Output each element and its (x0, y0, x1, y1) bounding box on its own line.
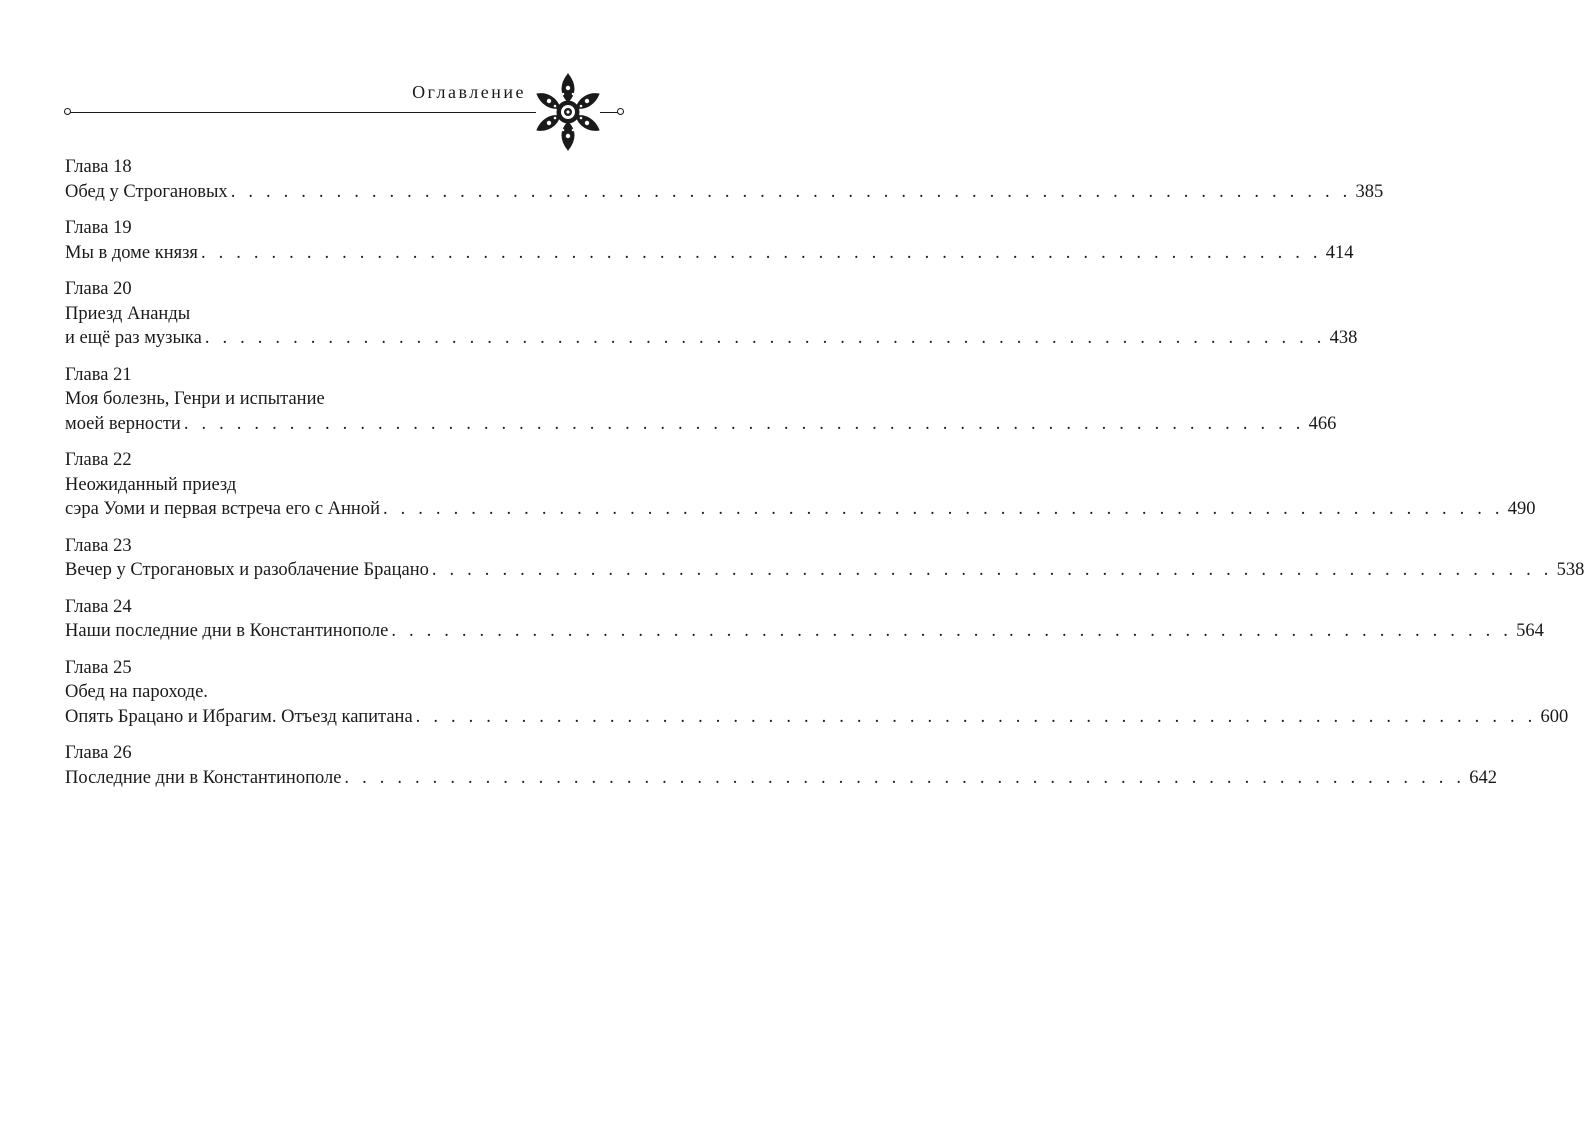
toc-entry[interactable] (65, 595, 1544, 644)
dot-leader: . . . . . . . . . . . . . . . . . . . . . . . . . . . . . . . . . . . . . . . . . . . . . . . . . . . . . . . . . . . . . . . . (200, 242, 1322, 263)
dot-leader: . . . . . . . . . . . . . . . . . . . . . . . . . . . . . . . . . . . . . . . . . . . . . . . . . . . . . . . . . . . . . . . . (391, 621, 1513, 641)
dot-leader: . . . . . . . . . . . . . . . . . . . . . . . . . . . . . . . . . . . . . . . . . . . . . . . . . . . . . . . . . . . . . . . . (431, 560, 1553, 580)
chapter-title-text: Опять Брацано и Ибрагим. Отъезд капитана (65, 706, 413, 727)
chapter-title-text: Мы в доме князя (65, 242, 198, 263)
section-title: Оглавление (412, 82, 526, 102)
chapter-title-final-line (65, 241, 1354, 266)
chapter-title-final-line (65, 497, 1536, 522)
chapter-title-final-line (65, 558, 1584, 583)
dot-leader: . . . . . . . . . . . . . . . . . . . . . . . . . . . . . . . . . . . . . . . . . . . . . . . . . . . . . . . . . . . . . . . . (183, 413, 1305, 434)
lotus-ornament-icon (533, 72, 603, 152)
rule-end-dot-right (617, 108, 624, 115)
chapter-title-line: Неожиданный приезд (65, 474, 237, 495)
chapter-title-final-line (65, 766, 1497, 791)
chapter-title-text: Обед у Строгановых (65, 181, 228, 202)
chapter-label: Глава 19 (65, 218, 132, 238)
chapter-title-text: Последние дни в Константинополе (65, 767, 342, 788)
toc-entry[interactable] (65, 155, 1384, 204)
toc-entry[interactable] (65, 448, 1536, 522)
page-number: 414 (1325, 242, 1354, 263)
chapter-label: Глава 22 (65, 450, 132, 470)
dot-leader: . . . . . . . . . . . . . . . . . . . . . . . . . . . . . . . . . . . . . . . . . . . . . . . . . . . . . . . . . . . . . . . . (230, 181, 1352, 202)
chapter-title-text: Вечер у Строгановых и разоблачение Брацано (65, 560, 429, 580)
chapter-title-text: Наши последние дни в Константинополе (65, 621, 389, 641)
page-number: 642 (1469, 767, 1497, 788)
chapter-label: Глава 20 (65, 279, 132, 299)
toc-entry[interactable] (65, 277, 1358, 351)
chapter-title-final-line (65, 326, 1358, 351)
chapter-title-text: сэра Уоми и первая встреча его с Анной (65, 499, 380, 519)
chapter-title-text: моей верности (65, 413, 181, 434)
page-number: 490 (1507, 499, 1536, 519)
toc-entry[interactable] (65, 363, 1337, 437)
toc-entry[interactable] (65, 656, 1569, 730)
toc-entry[interactable] (65, 216, 1354, 265)
page-number: 564 (1516, 621, 1544, 641)
chapter-label: Глава 23 (65, 535, 132, 556)
chapter-title-final-line (65, 180, 1384, 205)
dot-leader: . . . . . . . . . . . . . . . . . . . . . . . . . . . . . . . . . . . . . . . . . . . . . . . . . . . . . . . . . . . . . . . . (382, 499, 1504, 519)
page-number: 438 (1329, 328, 1358, 348)
page-number: 538 (1556, 560, 1584, 580)
dot-leader: . . . . . . . . . . . . . . . . . . . . . . . . . . . . . . . . . . . . . . . . . . . . . . . . . . . . . . . . . . . . . . . . (415, 706, 1537, 727)
chapter-label: Глава 21 (65, 364, 132, 385)
page-header (0, 0, 709, 160)
page-number: 385 (1355, 181, 1384, 202)
toc-entry[interactable] (65, 741, 1497, 790)
chapter-title-final-line (65, 705, 1569, 730)
chapter-label: Глава 24 (65, 596, 132, 617)
dot-leader: . . . . . . . . . . . . . . . . . . . . . . . . . . . . . . . . . . . . . . . . . . . . . . . . . . . . . . . . . . . . . . . . (204, 328, 1326, 348)
chapter-title-line: Обед на пароходе. (65, 682, 208, 702)
chapter-title-final-line (65, 412, 1337, 437)
toc-entry[interactable] (65, 534, 1584, 583)
chapter-title-line: Приезд Ананды (65, 303, 191, 324)
chapter-title-text: и ещё раз музыка (65, 328, 202, 348)
chapter-label: Глава 18 (65, 157, 132, 177)
chapter-title-final-line (65, 619, 1544, 644)
header-rule (70, 112, 536, 113)
table-of-contents (65, 155, 1584, 802)
chapter-title-line: Моя болезнь, Генри и испытание (65, 389, 325, 409)
page-number: 466 (1308, 413, 1337, 434)
chapter-label: Глава 25 (65, 657, 132, 678)
dot-leader: . . . . . . . . . . . . . . . . . . . . . . . . . . . . . . . . . . . . . . . . . . . . . . . . . . . . . . . . . . . . . . . . (344, 767, 1466, 788)
page-number: 600 (1540, 706, 1569, 727)
chapter-label: Глава 26 (65, 743, 132, 763)
